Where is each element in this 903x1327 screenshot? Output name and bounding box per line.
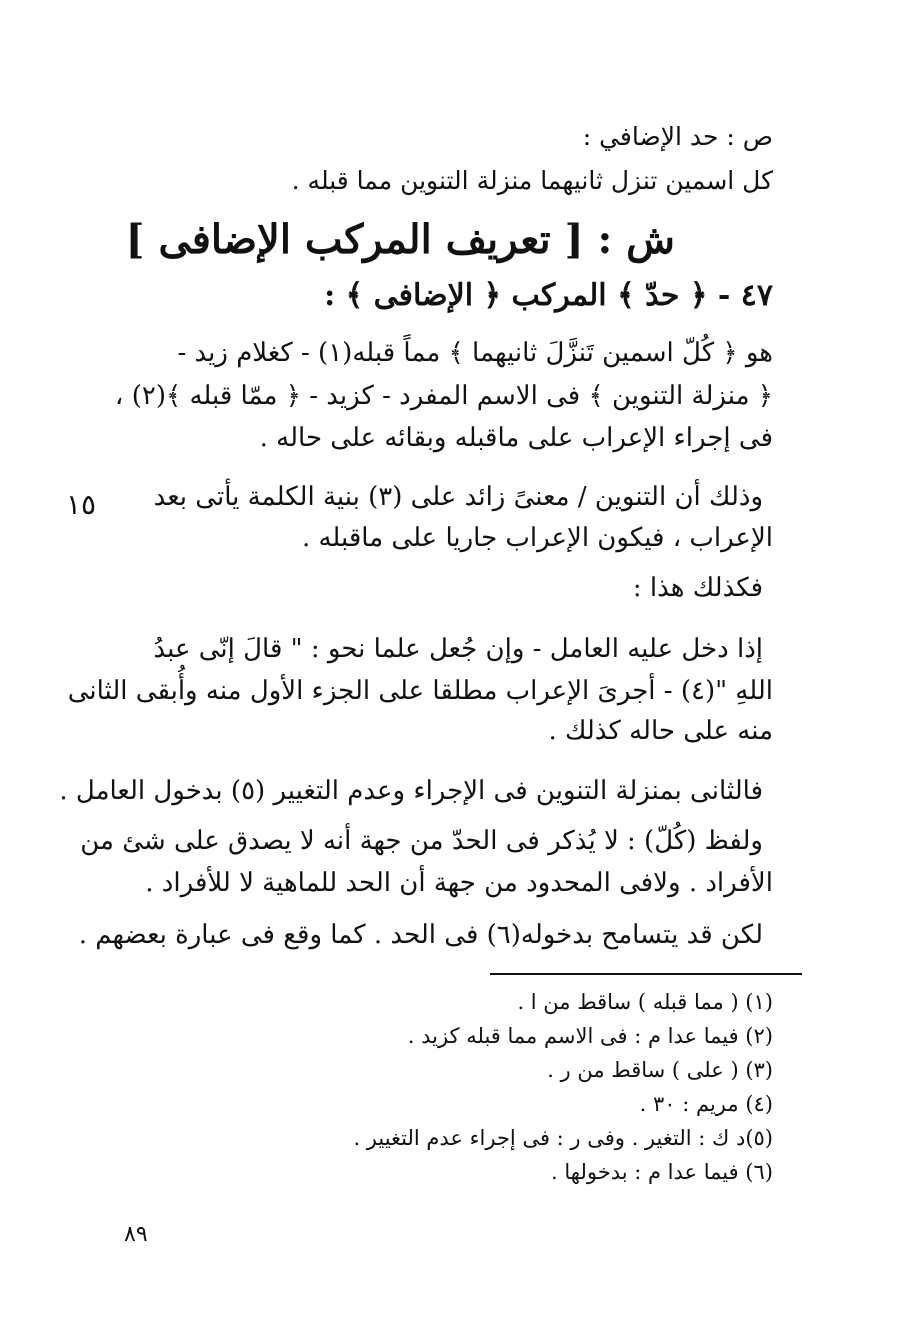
body-line-4: وذلك أن التنوين / معنىً زائد على (٣) بنية الكلمة يأتى بعد [153, 482, 763, 512]
footnote-5: (٥)د ك : التغير . وفى ر : فى إجراء عدم التغيير . [353, 1126, 773, 1150]
body-line-8: اللهِ "(٤) - أجرىَ الإعراب مطلقا على الجزء الأول منه وأُبقى الثانى [67, 676, 773, 706]
body-line-1: هو ﴿ كُلّ اسمين تَنزَّلَ ثانيهما ﴾ مماً قبله(١) - كغلام زيد - [177, 338, 773, 368]
footnote-6: (٦) فيما عدا م : بدخولها . [551, 1160, 773, 1184]
footnote-2: (٢) فيما عدا م : فى الاسم مما قبله كزيد . [407, 1024, 773, 1048]
margin-line-number: ١٥ [66, 488, 97, 521]
matn-line-2: كل اسمين تنزل ثانيهما منزلة التنوين مما قبله . [291, 166, 773, 195]
footnote-separator [490, 973, 802, 975]
footnote-1: (١) ( مما قبله ) ساقط من ا . [517, 990, 773, 1014]
body-line-12: الأفراد . ولافى المحدود من جهة أن الحد للماهية لا للأفراد . [145, 868, 773, 898]
body-line-7: إذا دخل عليه العامل - وإن جُعل علما نحو : " قالَ إنّى عبدُ [153, 634, 763, 664]
body-line-5: الإعراب ، فيكون الإعراب جاريا على ماقبله . [301, 523, 773, 553]
footnote-3: (٣) ( على ) ساقط من ر . [547, 1058, 773, 1082]
body-line-13: لكن قد يتسامح بدخوله(٦) فى الحد . كما وقع فى عبارة بعضهم . [78, 920, 763, 950]
body-line-9: منه على حاله كذلك . [548, 716, 773, 746]
definition-47-title: ٤٧ - ﴿ حدّ ﴾ المركب ﴿ الإضافى ﴾ : [324, 278, 773, 313]
footnote-4: (٤) مريم : ٣٠ . [639, 1092, 773, 1116]
body-line-6: فكذلك هذا : [632, 573, 763, 603]
body-line-10: فالثانى بمنزلة التنوين فى الإجراء وعدم التغيير (٥) بدخول العامل . [59, 776, 763, 806]
section-heading: ش : [ تعريف المركب الإضافى ] [125, 216, 675, 263]
body-line-11: ولفظ (كُلّ) : لا يُذكر فى الحدّ من جهة أنه لا يصدق على شئ من [80, 826, 763, 856]
page-number: ٨٩ [124, 1222, 148, 1247]
matn-line-1: ص : حد الإضافي : [582, 122, 773, 151]
body-line-3: فى إجراء الإعراب على ماقبله وبقائه على حاله . [259, 423, 773, 453]
body-line-2: ﴿ منزلة التنوين ﴾ فى الاسم المفرد - كزيد - ﴿ ممّا قبله ﴾(٢) ، [115, 381, 773, 411]
